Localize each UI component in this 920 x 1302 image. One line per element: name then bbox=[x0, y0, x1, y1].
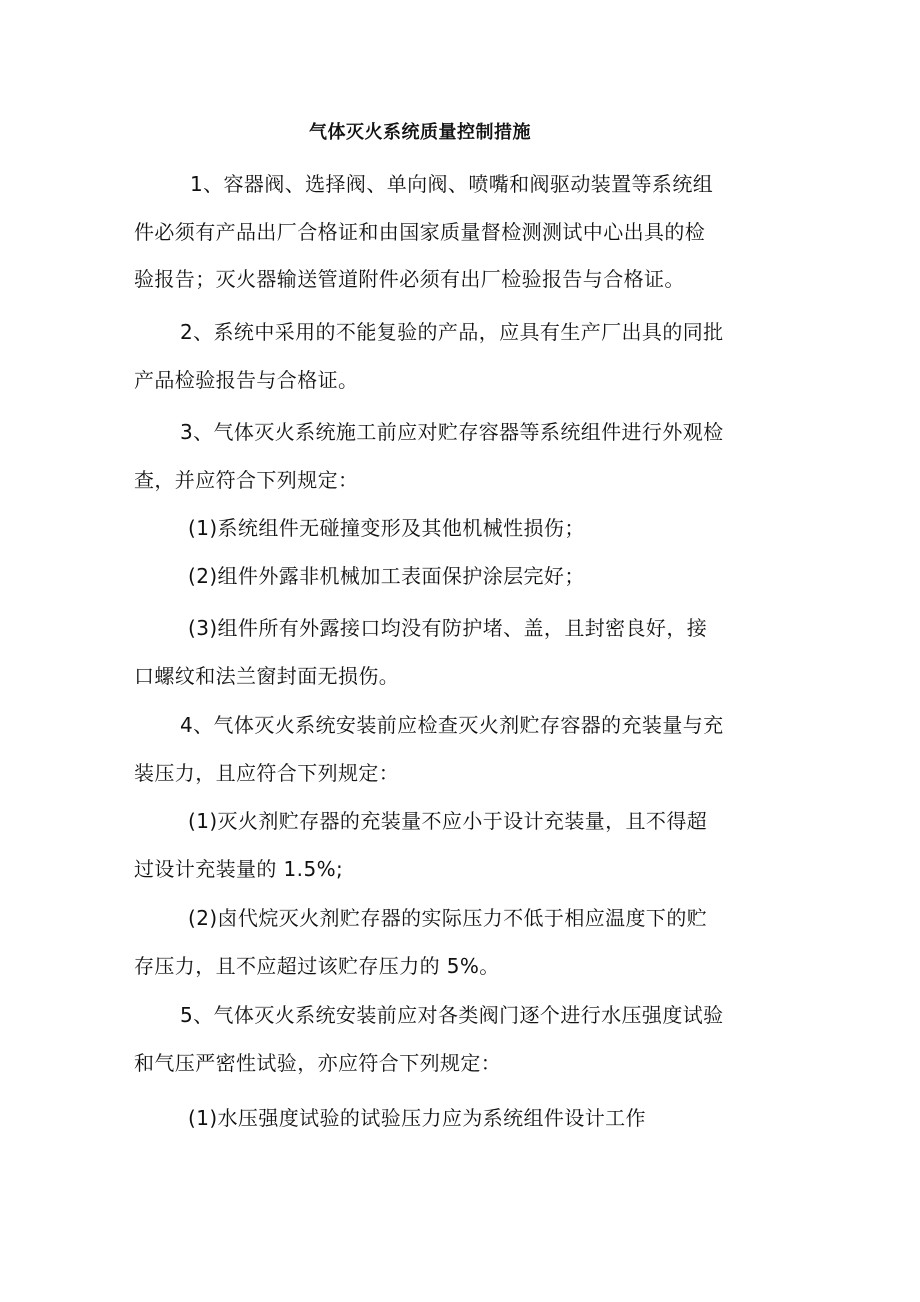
text-line: 2、系统中采用的不能复验的产品，应具有生产厂出具的同批 bbox=[180, 320, 724, 344]
text-line: 过设计充装量的 1.5%; bbox=[134, 857, 344, 881]
text-line: (1)水压强度试验的试验压力应为系统组件设计工作 bbox=[188, 1106, 646, 1130]
text-line: 5、气体灭火系统安装前应对各类阀门逐个进行水压强度试验 bbox=[180, 1003, 724, 1027]
text-line: (3)组件所有外露接口均没有防护堵、盖，且封密良好，接 bbox=[188, 616, 708, 640]
document-title: 气体灭火系统质量控制措施 bbox=[309, 122, 531, 143]
text-line: 3、气体灭火系统施工前应对贮存容器等系统组件进行外观检 bbox=[180, 420, 724, 444]
text-line: 4、气体灭火系统安装前应检查灭火剂贮存容器的充装量与充 bbox=[180, 713, 724, 737]
text-line: 产品检验报告与合格证。 bbox=[134, 368, 359, 392]
text-line: (1)灭火剂贮存器的充装量不应小于设计充装量，且不得超 bbox=[188, 809, 708, 833]
text-line: 和气压严密性试验，亦应符合下列规定： bbox=[134, 1051, 502, 1075]
text-line: 1、容器阀、选择阀、单向阀、喷嘴和阀驱动装置等系统组 bbox=[190, 172, 714, 196]
text-line: 件必须有产品出厂合格证和由国家质量督检测测试中心出具的检 bbox=[134, 220, 706, 244]
text-line: 存压力，且不应超过该贮存压力的 5%。 bbox=[134, 954, 500, 978]
text-line: (1)系统组件无碰撞变形及其他机械性损伤； bbox=[188, 516, 585, 540]
text-line: 口螺纹和法兰窗封面无损伤。 bbox=[134, 664, 400, 688]
text-line: 验报告；灭火器输送管道附件必须有出厂检验报告与合格证。 bbox=[134, 267, 685, 291]
text-line: 装压力，且应符合下列规定： bbox=[134, 761, 400, 785]
text-line: (2)组件外露非机械加工表面保护涂层完好； bbox=[188, 564, 585, 588]
text-line: (2)卤代烷灭火剂贮存器的实际压力不低于相应温度下的贮 bbox=[188, 906, 708, 930]
text-line: 查，并应符合下列规定： bbox=[134, 468, 359, 492]
